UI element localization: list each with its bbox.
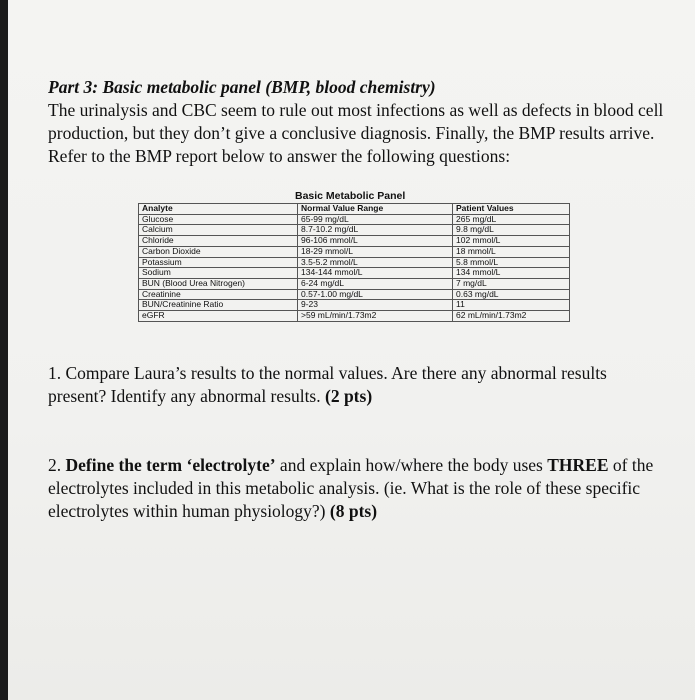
patient-value-cell: 134 mmol/L bbox=[453, 268, 570, 279]
question-2-rest: of the electrolytes included in this metabolic analysis. (ie. What is the role of these specific electrolytes within human physiology?) bbox=[48, 455, 654, 521]
question-2-lead: 2. bbox=[48, 455, 66, 475]
analyte-cell: Chloride bbox=[139, 236, 298, 247]
analyte-cell: BUN/Creatinine Ratio bbox=[139, 300, 298, 311]
analyte-cell: Calcium bbox=[139, 225, 298, 236]
analyte-cell: eGFR bbox=[139, 311, 298, 322]
table-row bbox=[139, 278, 570, 289]
range-cell: 9-23 bbox=[298, 300, 453, 311]
range-cell: >59 mL/min/1.73m2 bbox=[298, 311, 453, 322]
table-row bbox=[139, 268, 570, 279]
patient-value-cell: 7 mg/dL bbox=[453, 278, 570, 289]
range-cell: 65-99 mg/dL bbox=[298, 214, 453, 225]
table-row bbox=[139, 225, 570, 236]
intro-paragraph: The urinalysis and CBC seem to rule out most infections as well as defects in blood cell production, but they don’t give a conclusive diagnosis. Finally, the BMP results arrive. Refer to the BMP report below to answer the following questions: bbox=[48, 100, 664, 166]
header-patient-values: Patient Values bbox=[453, 204, 570, 215]
document-page bbox=[8, 0, 695, 700]
range-cell: 6-24 mg/dL bbox=[298, 278, 453, 289]
section-title-prefix: Part 3: bbox=[48, 77, 99, 97]
question-1-points: (2 pts) bbox=[325, 386, 373, 406]
range-cell: 18-29 mmol/L bbox=[298, 246, 453, 257]
analyte-cell: BUN (Blood Urea Nitrogen) bbox=[139, 278, 298, 289]
range-cell: 8.7-10.2 mg/dL bbox=[298, 225, 453, 236]
bmp-table-container bbox=[138, 190, 570, 322]
patient-value-cell: 0.63 mg/dL bbox=[453, 289, 570, 300]
table-row bbox=[139, 246, 570, 257]
panel-title: Basic Metabolic Panel bbox=[295, 190, 406, 202]
patient-value-cell: 9.8 mg/dL bbox=[453, 225, 570, 236]
table-row bbox=[139, 300, 570, 311]
analyte-cell: Creatinine bbox=[139, 289, 298, 300]
analyte-cell: Potassium bbox=[139, 257, 298, 268]
question-1-text: 1. Compare Laura’s results to the normal values. Are there any abnormal results present? Identify any abnormal results. bbox=[48, 363, 607, 406]
range-cell: 0.57-1.00 mg/dL bbox=[298, 289, 453, 300]
analyte-cell: Carbon Dioxide bbox=[139, 246, 298, 257]
patient-value-cell: 11 bbox=[453, 300, 570, 311]
table-row bbox=[139, 214, 570, 225]
question-2-bold-define: Define the term ‘electrolyte’ bbox=[65, 455, 276, 475]
question-2-mid: and explain how/where the body uses bbox=[275, 455, 548, 475]
range-cell: 96-106 mmol/L bbox=[298, 236, 453, 247]
question-2-points: (8 pts) bbox=[329, 501, 378, 521]
section-title bbox=[48, 76, 668, 99]
table-header-row bbox=[139, 204, 570, 215]
question-1 bbox=[48, 362, 668, 408]
patient-value-cell: 102 mmol/L bbox=[453, 236, 570, 247]
patient-value-cell: 265 mg/dL bbox=[453, 214, 570, 225]
table-row bbox=[139, 236, 570, 247]
analyte-cell: Glucose bbox=[139, 214, 298, 225]
bmp-table bbox=[138, 203, 570, 322]
header-normal-range: Normal Value Range bbox=[298, 204, 453, 215]
table-row bbox=[139, 289, 570, 300]
analyte-cell: Sodium bbox=[139, 268, 298, 279]
part-3-section bbox=[48, 76, 668, 168]
range-cell: 3.5-5.2 mmol/L bbox=[298, 257, 453, 268]
question-2 bbox=[48, 454, 678, 523]
table-row bbox=[139, 311, 570, 322]
header-analyte: Analyte bbox=[139, 204, 298, 215]
patient-value-cell: 62 mL/min/1.73m2 bbox=[453, 311, 570, 322]
patient-value-cell: 5.8 mmol/L bbox=[453, 257, 570, 268]
patient-value-cell: 18 mmol/L bbox=[453, 246, 570, 257]
table-row bbox=[139, 257, 570, 268]
section-title-text: Basic metabolic panel (BMP, blood chemistry) bbox=[98, 77, 436, 97]
range-cell: 134-144 mmol/L bbox=[298, 268, 453, 279]
question-2-bold-three: THREE bbox=[547, 455, 609, 475]
